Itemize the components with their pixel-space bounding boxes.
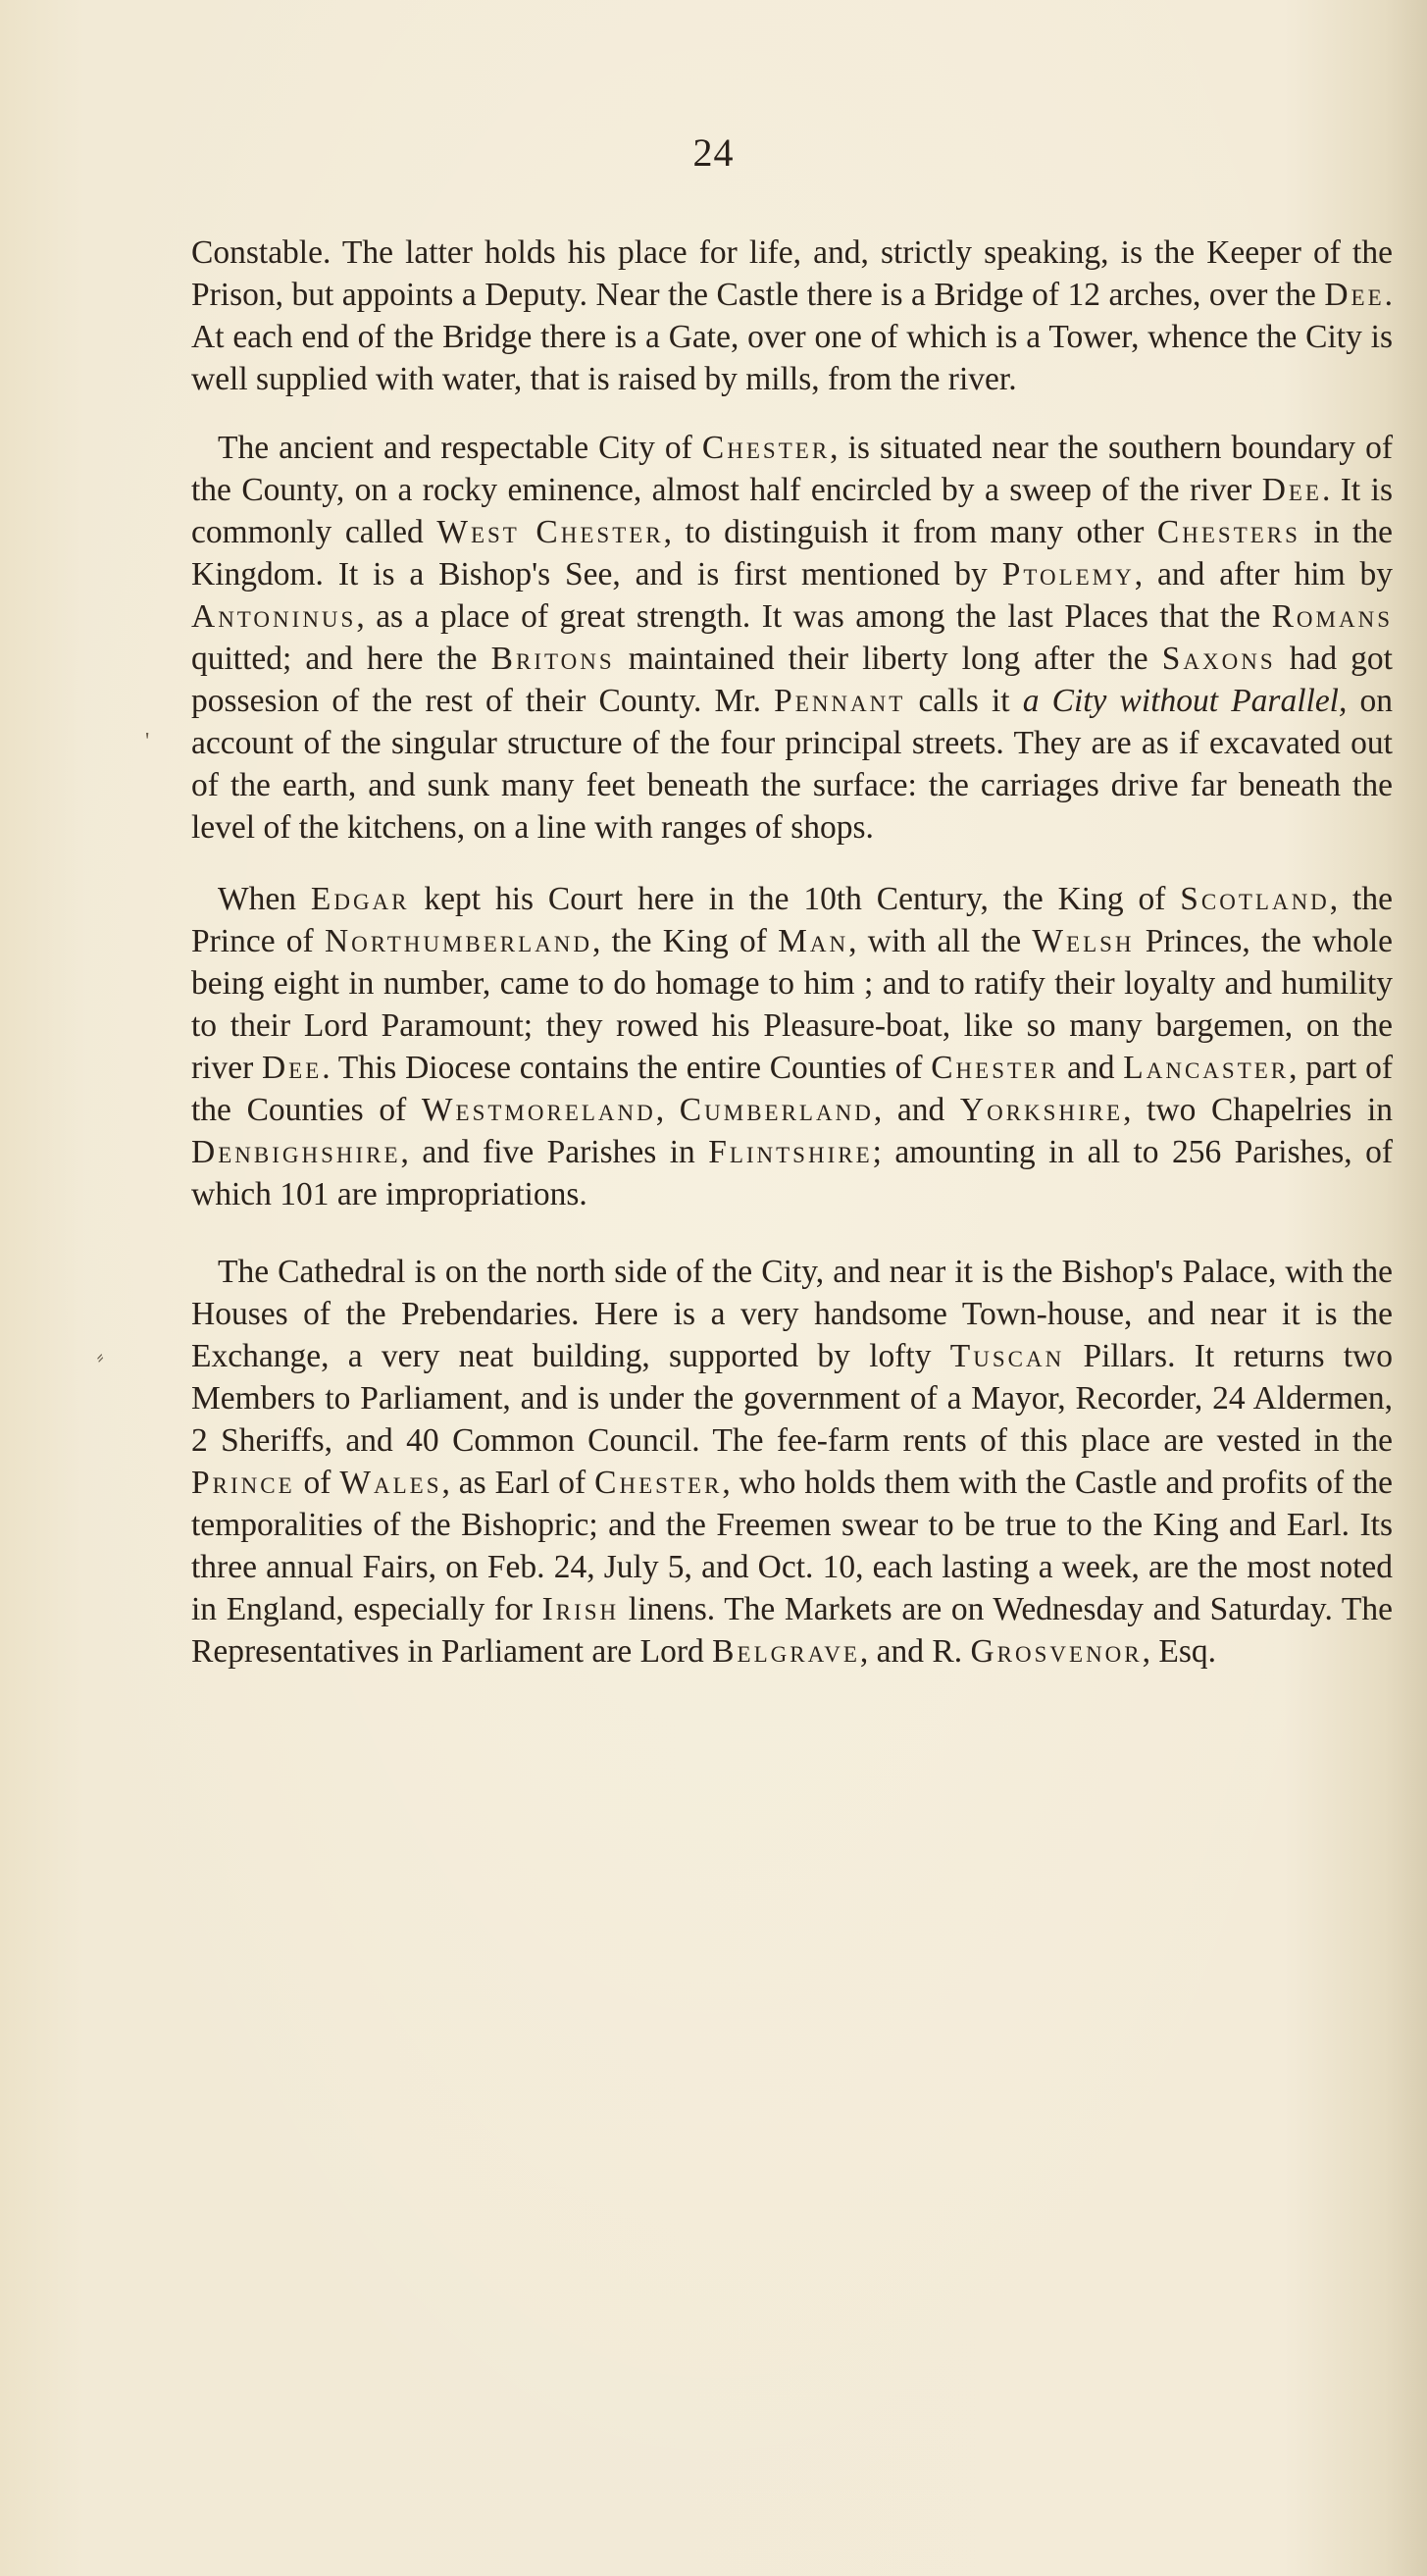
page-text bbox=[191, 232, 1393, 1673]
paragraph-cathedral: The Cathedral is on the north side of the City, and near it is the Bishop's Palace, with the Houses of the Prebendaries. Here is a very handsome Town-house, and near it is the Exchange, a very neat building, supported by lofty Tuscan Pillars. It returns two Members to Parliament, and is under the government of a Mayor, Recorder, 24 Aldermen, 2 Sheriffs, and 40 Common Council. The fee-farm rents of this place are vested in the Prince of Wales, as Earl of Chester, who holds them with the Castle and profits of the temporalities of the Bishopric; and the Freemen swear to be true to the King and Earl. Its three annual Fairs, on Feb. 24, July 5, and Oct. 10, each lasting a week, are the most noted in England, especially for Irish linens. The Markets are on Wednesday and Saturday. The Representatives in Parliament are Lord Belgrave, and R. Grosvenor, Esq. bbox=[191, 1254, 1394, 1670]
paragraph-edgar: When Edgar kept his Court here in the 10th Century, the King of Scotland, the Prince of Northumberland, the King of Man, with all the Welsh Princes, the whole being eight in number, came to do homage to him ; and to ratify their loyalty and humility to their Lord Paramount; they rowed his Pleasure-boat, like so many bargemen, on the river Dee. This Diocese contains the entire Counties of Chester and Lancaster, part of the Counties of Westmoreland, Cumberland, and Yorkshire, two Chapelries in Denbighshire, and five Parishes in Flintshire; amounting in all to 256 Parishes, of which 101 are impropriations. bbox=[191, 881, 1393, 1212]
page-number: 24 bbox=[692, 130, 735, 175]
paragraph-city-of-chester: The ancient and respectable City of Chester, is situated near the southern boundary of the County, on a rocky eminence, almost half encircled by a sweep of the river Dee. It is commonly called West Chester, to distinguish it from many other Chesters in the Kingdom. It is a Bishop's See, and is first mentioned by Ptolemy, and after him by Antoninus, as a place of great strength. It was among the last Places that the Romans quitted; and here the Britons maintained their liberty long after the Saxons had got possesion of the rest of their County. Mr. Pennant calls it a City without Parallel, on account of the singular structure of the four principal streets. They are as if excavated out of the earth, and sunk many feet beneath the surface: the carriages drive far beneath the level of the kitchens, on a line with ranges of shops. bbox=[191, 430, 1394, 846]
margin-tick-mark: ' bbox=[145, 729, 150, 754]
margin-ink-mark: ⸗ bbox=[91, 1343, 108, 1369]
paragraph-constable: Constable. The latter holds his place for life, and, strictly speaking, is the Keeper of the Prison, but appoints a Deputy. Near the Castle there is a Bridge of 12 arches, over the Dee. At each end of the Bridge there is a Gate, over one of which is a Tower, whence the City is well supplied with water, that is raised by mills, from the river. bbox=[191, 234, 1393, 397]
